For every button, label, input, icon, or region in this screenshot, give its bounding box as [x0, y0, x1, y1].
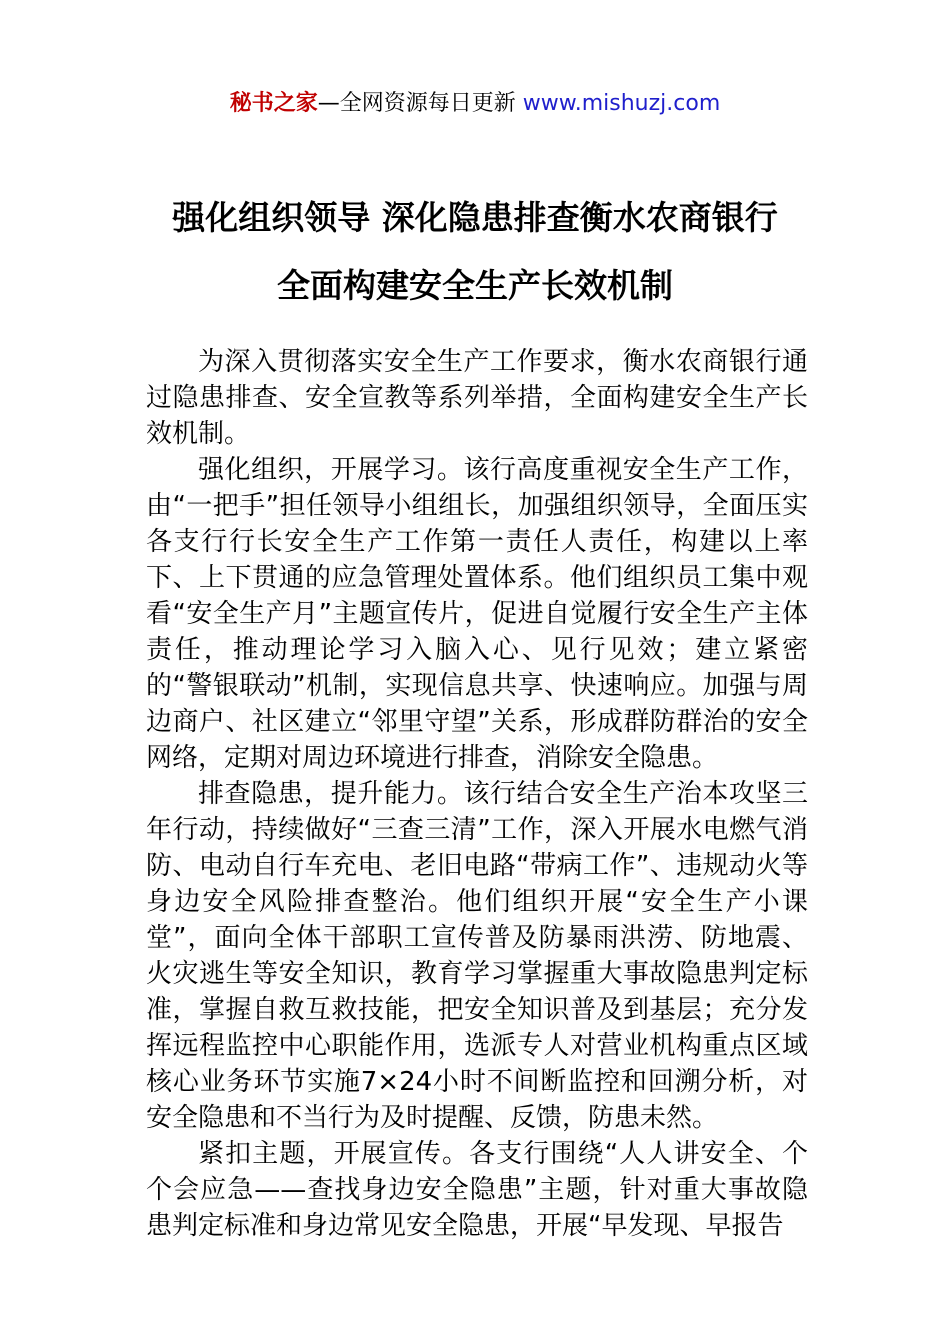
paragraph-intro: 为深入贯彻落实安全生产工作要求，衡水农商银行通过隐患排查、安全宣教等系列举措，全面构建安全生产长效机制。: [146, 347, 808, 449]
paragraph-publicity: 紧扣主题，开展宣传。各支行围绕“人人讲安全、个个会应急——查找身边安全隐患”主题，针对重大事故隐患判定标准和身边常见安全隐患，开展“早发现、早报告: [146, 1139, 808, 1241]
article-body: [146, 344, 808, 1244]
paragraph-hazard-check: 排查隐患，提升能力。该行结合安全生产治本攻坚三年行动，持续做好“三查三清”工作，深入开展水电燃气消防、电动自行车充电、老旧电路“带病工作”、违规动火等身边安全风险排查整治。他们组织开展“安全生产小课堂”，面向全体干部职工宣传普及防暴雨洪涝、防地震、火灾逃生等安全知识，教育学习掌握重大事故隐患判定标准，掌握自救互救技能，把安全知识普及到基层；充分发挥远程监控中心职能作用，选派专人对营业机构重点区域核心业务环节实施7×24小时不间断监控和回溯分析，对安全隐患和不当行为及时提醒、反馈，防患未然。: [146, 779, 808, 1133]
site-url-link[interactable]: www.mishuzj.com: [522, 91, 721, 116]
site-brand: 秘书之家: [229, 91, 318, 116]
article-title: [60, 184, 890, 320]
site-tagline: —全网资源每日更新: [317, 91, 523, 116]
article-title-line-2: 全面构建安全生产长效机制: [277, 266, 673, 305]
article-title-line-1: 强化组织领导 深化隐患排查衡水农商银行: [172, 198, 778, 237]
paragraph-organization: 强化组织，开展学习。该行高度重视安全生产工作，由“一把手”担任领导小组组长，加强组织领导，全面压实各支行行长安全生产工作第一责任人责任，构建以上率下、上下贯通的应急管理处置体系。他们组织员工集中观看“安全生产月”主题宣传片，促进自觉履行安全生产主体责任，推动理论学习入脑入心、见行见效；建立紧密的“警银联动”机制，实现信息共享、快速响应。加强与周边商户、社区建立“邻里守望”关系，形成群防群治的安全网络，定期对周边环境进行排查，消除安全隐患。: [146, 455, 808, 773]
site-header: [0, 88, 950, 120]
